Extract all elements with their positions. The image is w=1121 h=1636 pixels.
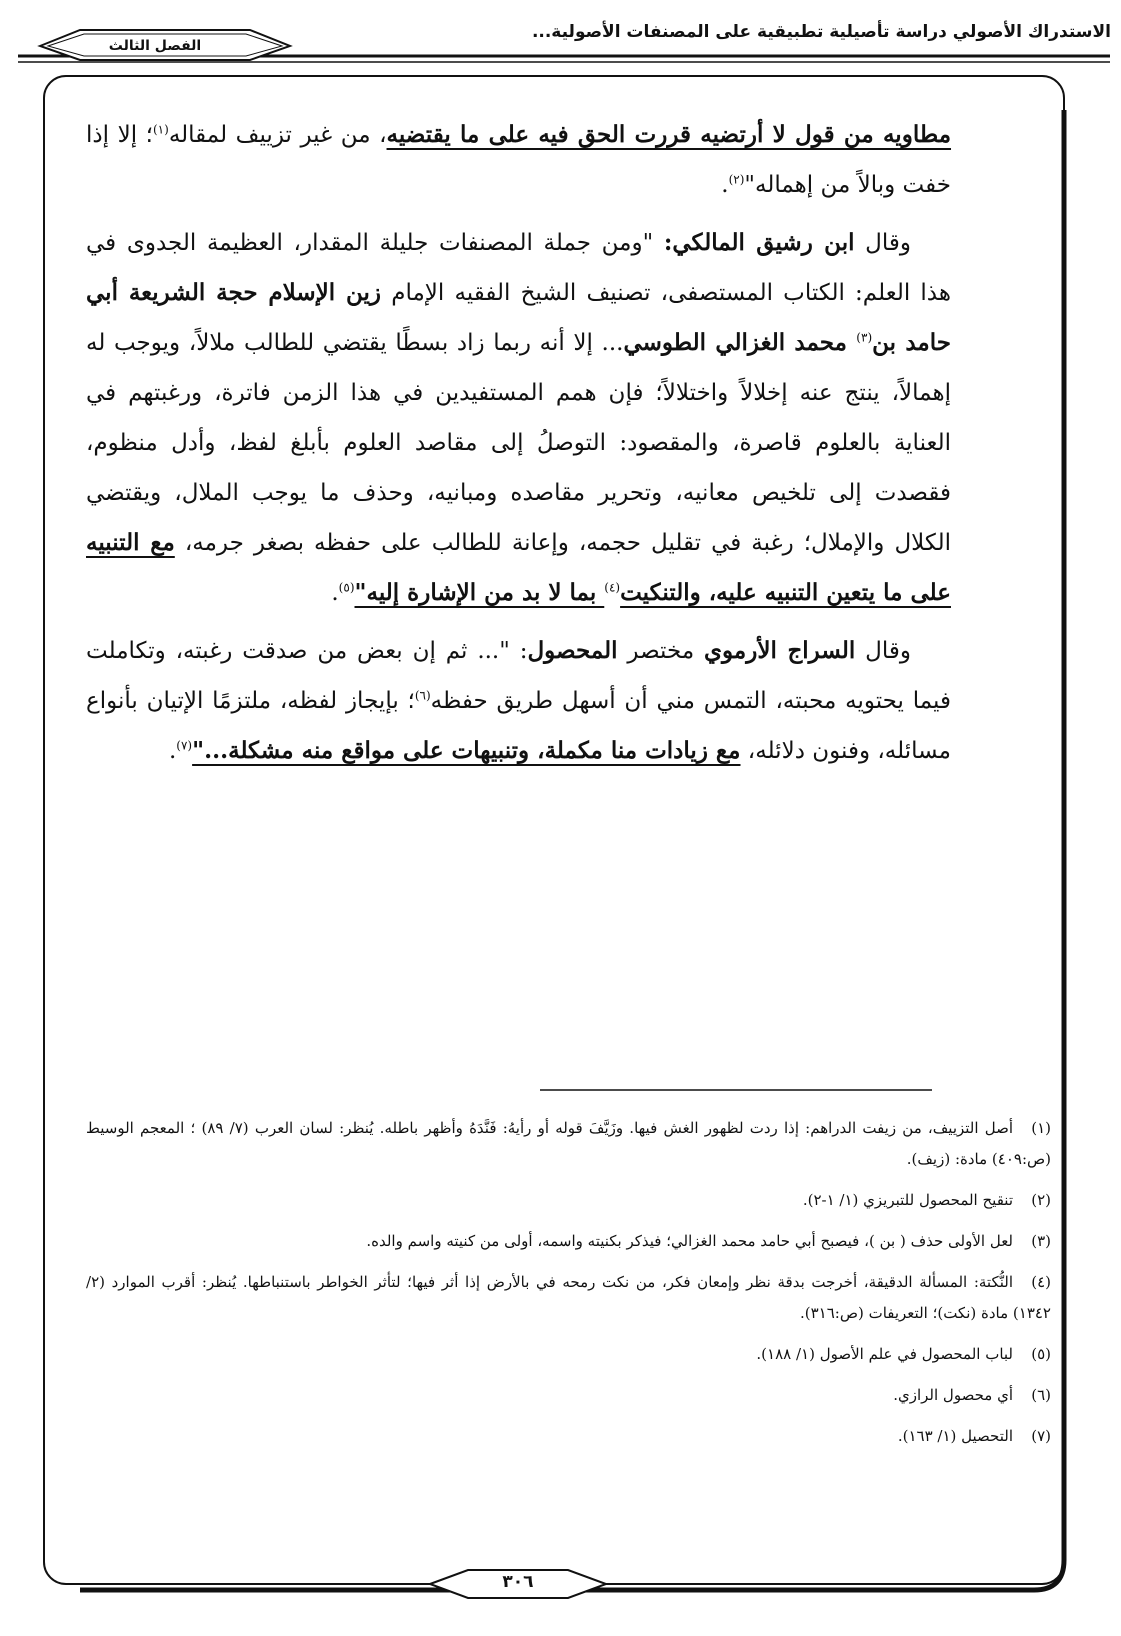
footnote-text: لباب المحصول في علم الأصول (١/ ١٨٨). xyxy=(756,1345,1013,1363)
footnote-ref: (٧) xyxy=(176,738,193,753)
page-number: ٣٠٦ xyxy=(502,1572,534,1592)
footnote-number: (٤) xyxy=(1031,1273,1051,1291)
footnote-text: تنقيح المحصول للتبريزي (١/ ١-٢). xyxy=(802,1191,1013,1209)
author-name: ابن رشيق المالكي: xyxy=(663,229,855,256)
footnote xyxy=(86,1380,1051,1411)
bold-name: زين الإسلام حجة الشريعة أبي حامد بن xyxy=(86,279,951,356)
footnote-number: (١) xyxy=(1031,1119,1051,1137)
paragraph-1 xyxy=(86,110,951,210)
underlined-quote: مطاويه من قول لا أرتضيه قررت الحق فيه على ما يقتضيه xyxy=(386,121,952,148)
footnote-text: أصل التزييف، من زيفت الدراهم: إذا ردت لظهور الغش فيها. وزَيَّفَ قوله أو رأيهُ: فَنَّدَهُ وأظهر باطله. يُنظر: لسان العرب (٧/ ٨٩) ؛ المعجم الوسيط (ص:٤٠٩) مادة: (زيف). xyxy=(86,1119,1051,1168)
text-run: ؛ إلا إذا خفت وبالاً من إهماله" xyxy=(86,122,951,198)
footnote-text: النُّكتة: المسألة الدقيقة، أخرجت بدقة نظر وإمعان فكر، من نكت رمحه في بالأرض إذا أثر فيها؛ لتأثر الخواطر باستنباطها. يُنظر: أقرب الموارد (٢/ ١٣٤٢) مادة (نكت)؛ التعريفات (ص:٣١٦). xyxy=(86,1273,1051,1322)
chapter-label: الفصل الثالث xyxy=(108,38,202,54)
underlined-quote: بما لا بد من الإشارة إليه" xyxy=(354,579,605,606)
footnote-ref: (٢) xyxy=(728,172,745,187)
text-run: . xyxy=(168,738,177,764)
main-text xyxy=(86,110,951,784)
footnote-number: (٦) xyxy=(1031,1386,1051,1404)
footnote-number: (٢) xyxy=(1031,1191,1051,1209)
text-run: "ومن جملة المصنفات جليلة المقدار، العظيمة الجدوى في هذا العلم: الكتاب المستصفى، تصنيف الشيخ الفقيه الإمام xyxy=(86,230,951,306)
footnote-ref: (٣) xyxy=(856,330,873,345)
text-run: ؛ بإيجاز لفظه، ملتزمًا الإتيان بأنواع مسائله، وفنون دلائله، xyxy=(86,688,951,764)
footnote-ref: (٦) xyxy=(414,688,431,703)
underlined-quote: مع زيادات منا مكملة، وتنبيهات على مواقع منه مشكلة..." xyxy=(192,737,741,764)
footnote-text: أي محصول الرازي. xyxy=(893,1386,1013,1404)
text-run: مختصر xyxy=(617,638,705,664)
text-run: : "... ثم إن بعض من صدقت رغبته، وتكاملت فيما يحتويه محبته، التمس مني أن أسهل طريق حفظه xyxy=(86,638,951,714)
text-run: . xyxy=(331,580,339,606)
running-title: الاستدراك الأصولي دراسة تأصيلية تطبيقية على المصنفات الأصولية... xyxy=(531,22,1111,42)
footnote-text: التحصيل (١/ ١٦٣). xyxy=(897,1427,1013,1445)
footnotes xyxy=(86,1113,1051,1462)
footnote xyxy=(86,1421,1051,1452)
footnote xyxy=(86,1226,1051,1257)
footnote-number: (٥) xyxy=(1031,1345,1051,1363)
footnote-ref: (٤) xyxy=(604,580,621,595)
bold-name: محمد الغزالي الطوسي xyxy=(623,329,857,356)
text-run: وقال xyxy=(854,230,912,256)
footnote-number: (٣) xyxy=(1031,1232,1051,1250)
footnote-number: (٧) xyxy=(1031,1427,1051,1445)
footnote-ref: (٥) xyxy=(338,580,355,595)
paragraph-3 xyxy=(86,626,951,776)
underlined-quote: مع التنبيه على ما يتعين التنبيه عليه، والتنكيت xyxy=(86,529,951,606)
page-header xyxy=(0,0,1121,60)
footnote xyxy=(86,1185,1051,1216)
author-name: السراج الأرموي xyxy=(704,637,856,664)
footnote xyxy=(86,1267,1051,1329)
footnote xyxy=(86,1113,1051,1175)
text-run: ، من غير تزييف لمقاله xyxy=(168,122,387,148)
footnote xyxy=(86,1339,1051,1370)
footnote-text: لعل الأولى حذف ( بن )، فيصبح أبي حامد محمد الغزالي؛ فيذكر بكنيته واسمه، أولى من كنيته واسم والده. xyxy=(366,1232,1013,1250)
paragraph-2 xyxy=(86,218,951,618)
footnote-ref: (١) xyxy=(152,122,169,137)
text-run: ... إلا أنه ربما زاد بسطًا يقتضي للطالب ملالاً، ويوجب له إهمالاً، ينتج عنه إخلالاً واختلالاً؛ فإن همم المستفيدين في هذا الزمن فاترة، ورغبتهم في العناية بالعلوم قاصرة، والمقصود: التوصلُ إلى مقاصد العلوم بأبلغ لفظ، وأدل منظوم، فقصدت إلى تلخيص معانيه، وتحرير مقاصده ومبانيه، وحذف ما يوجب الملال، ويقتضي الكلال والإملال؛ رغبة في تقليل حجمه، وإعانة للطالب على حفظه بصغر جرمه، xyxy=(86,330,951,556)
text-run: وقال xyxy=(855,638,911,664)
book-name: المحصول xyxy=(527,637,618,664)
text-run: . xyxy=(721,172,729,198)
